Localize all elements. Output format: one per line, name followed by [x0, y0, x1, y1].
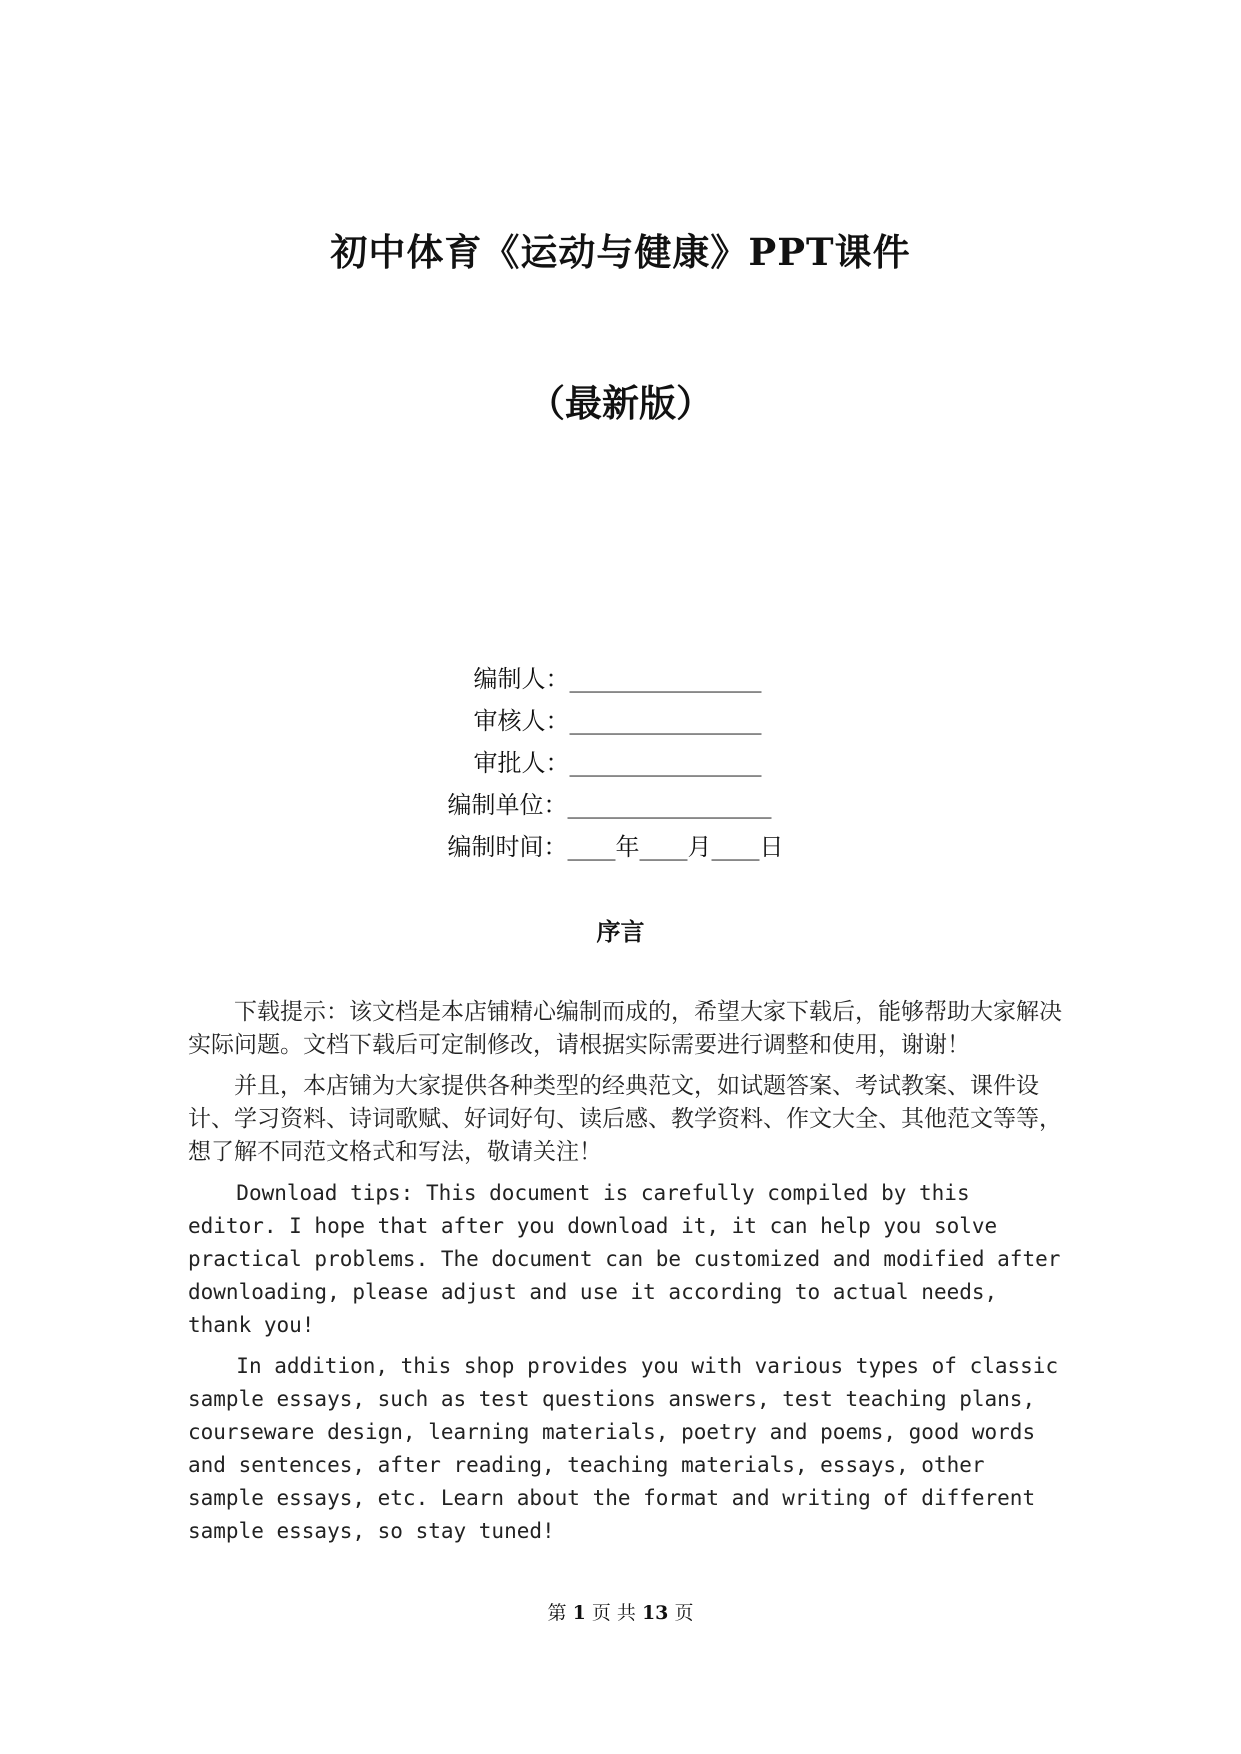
paragraph-download-tip-zh: 下载提示：该文档是本店铺精心编制而成的，希望大家下载后，能够帮助大家解决实际问题。文档下载后可定制修改，请根据实际需要进行调整和使用，谢谢！: [188, 999, 1062, 1058]
paragraph-download-tip-en: Download tips: This document is carefully compiled by this editor. I hope that after you download it, it can help you solve practical problems. The document can be customized and modified after downloading, please adjust and use it according to actual needs, thank you!: [188, 1181, 1061, 1337]
footer-suffix: 页: [674, 1602, 694, 1624]
meta-fields: [0, 658, 1241, 868]
meta-blank: ________________: [569, 665, 762, 693]
document-subtitle: （最新版）: [528, 381, 713, 425]
meta-blank: ________________: [569, 749, 762, 777]
footer-total-pages: 13: [641, 1602, 669, 1624]
document-title: 初中体育《运动与健康》PPT课件: [330, 230, 911, 274]
meta-blank: _________________: [567, 791, 772, 819]
page-footer: [0, 1598, 1241, 1625]
meta-blank: ____年____月____日: [567, 833, 784, 861]
meta-row-approver: [0, 742, 1241, 784]
footer-middle: 页 共: [591, 1602, 636, 1624]
meta-label: 编制时间：: [447, 833, 568, 861]
meta-label: 编制人：: [473, 665, 570, 693]
meta-row-compiler: [0, 658, 1241, 700]
paragraph-shop-info-en: In addition, this shop provides you with various types of classic sample essays, such as test questions answers, test teaching plans, courseware design, learning materials, poetry and poems, good words and sentences, after reading, teaching materials, essays, other sample essays, etc. Learn about the format and writing of different sample essays, so stay tuned!: [188, 1354, 1059, 1543]
meta-row-reviewer: [0, 700, 1241, 742]
meta-row-date: [0, 826, 1241, 868]
meta-label: 编制单位：: [447, 791, 568, 819]
meta-row-unit: [0, 784, 1241, 826]
meta-label: 审批人：: [473, 749, 570, 777]
footer-current-page: 1: [572, 1602, 586, 1624]
preface-body: [188, 996, 1068, 1556]
footer-prefix: 第: [547, 1602, 567, 1624]
meta-blank: ________________: [569, 707, 762, 735]
preface-heading: 序言: [596, 917, 645, 946]
meta-label: 审核人：: [473, 707, 570, 735]
paragraph-shop-info-zh: 并且，本店铺为大家提供各种类型的经典范文，如试题答案、考试教案、课件设计、学习资料、诗词歌赋、好词好句、读后感、教学资料、作文大全、其他范文等等，想了解不同范文格式和写法，敬请关注！: [188, 1073, 1062, 1165]
